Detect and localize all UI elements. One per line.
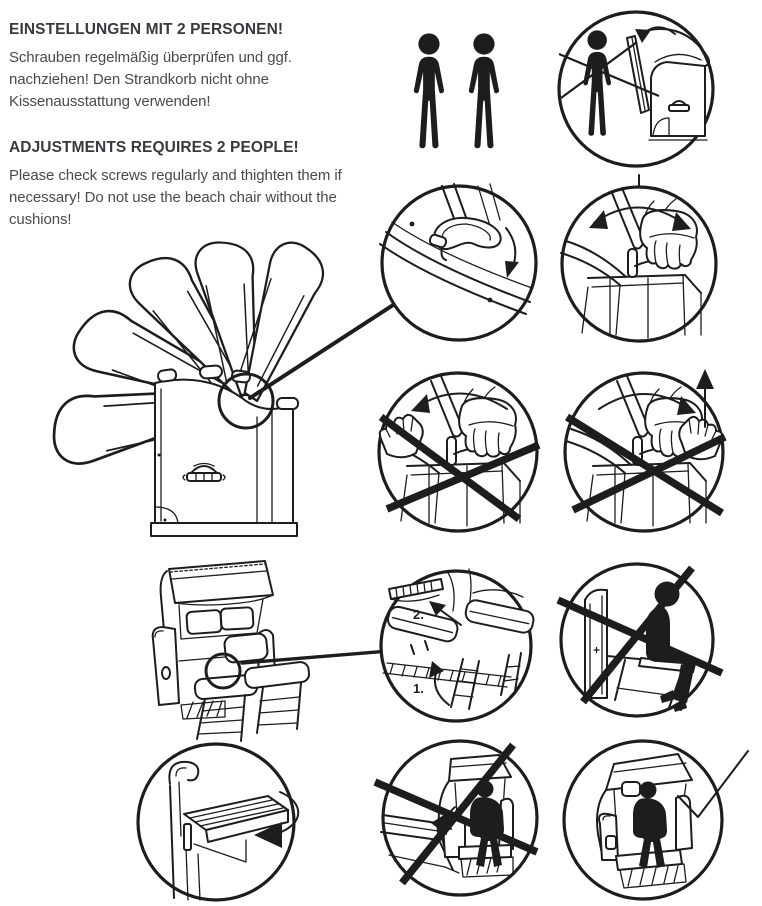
- hinge-strap-detail-figure: [378, 182, 540, 344]
- heading-de: EINSTELLUNGEN MIT 2 PERSONEN!: [9, 21, 284, 38]
- grip-handle-figure: [558, 183, 720, 345]
- instructions-english: [9, 139, 371, 231]
- body-en-line1: Please check screws regularly and thighten them if: [9, 167, 342, 184]
- body-en-line3: cushions!: [9, 211, 72, 228]
- no-sitting-on-footrest-figure: [557, 560, 717, 720]
- beach-chair-front-figure: [145, 553, 400, 748]
- person-icon: [414, 33, 444, 148]
- hood-recline-positions-figure: [28, 255, 368, 545]
- no-single-person-figure: [555, 8, 717, 170]
- person-icon: [469, 33, 499, 148]
- no-one-hand-lifting-figure: [555, 363, 733, 541]
- no-sit-open-flap-figure: [379, 737, 541, 899]
- footstools: [194, 661, 310, 741]
- chair-side-body: [151, 365, 298, 536]
- no-one-hand-operation-figure: [369, 363, 547, 541]
- correct-seating-figure: [558, 738, 762, 904]
- step2-label: 2.: [413, 607, 424, 622]
- heading-en: ADJUSTMENTS REQUIRES 2 PEOPLE!: [9, 139, 299, 156]
- body-en-line2: necessary! Do not use the beach chair without the: [9, 189, 337, 206]
- body-de-line3: Kissenausstattung verwenden!: [9, 93, 211, 110]
- step1-label: 1.: [413, 681, 424, 696]
- two-people-pictogram: [407, 33, 517, 157]
- body-de-line2: nachziehen! Den Strandkorb nicht ohne: [9, 71, 269, 88]
- instructions-german: [9, 21, 371, 113]
- body-de-line1: Schrauben regelmäßig überprüfen und ggf.: [9, 49, 292, 66]
- footrest-steps-figure: [377, 567, 535, 725]
- flap-folding-figure: [134, 740, 298, 904]
